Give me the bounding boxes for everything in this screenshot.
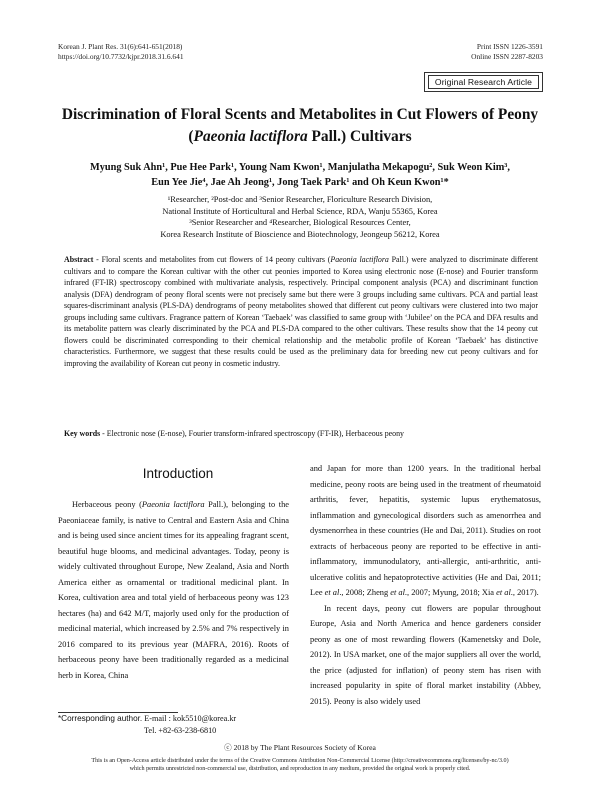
title-suffix: Pall.) Cultivars (307, 128, 412, 145)
affiliation-line-2: National Institute of Horticultural and Herbal Science, RDA, Wanju 55365, Korea (162, 206, 438, 216)
affiliation-line-4: Korea Research Institute of Bioscience and Biotechnology, Jeongeup 56212, Korea (160, 229, 440, 239)
journal-header (58, 42, 184, 62)
abstract (64, 254, 538, 369)
corr-tel: Tel. +82-63-238-6810 (144, 725, 217, 735)
license-notice (40, 757, 560, 773)
keywords-label: Key words (64, 429, 101, 438)
issn-header (471, 42, 543, 62)
title-paren: ( (188, 128, 194, 145)
intro-r1-text-c: ., 2007; Myung, 2018; Xia (404, 588, 497, 597)
intro-paragraph-2: In recent days, peony cut flowers are popular throughout Europe, Asia and North America and hence gardeners consider peony as one of most rewarding flowers (Kamenetsky and Dole, 2012). In USA market, one of the major suppliers all over the world, the price (adjusted for inflation) of peony stem has risen with increased popularity in spite of floral market instability (Abbey, 2015). Peony is also widely used (310, 603, 541, 706)
intro-r1-etal-3: et al (496, 588, 511, 597)
intro-r1-text-a: and Japan for more than 1200 years. In the traditional herbal medicine, peony roots are being used in the treatment of rheumatoid arthritis, fever, hepatitis, systemic lupus erythematosus, inflammation and gynecological disorders such as amenorrhea and dysmenorrhea in these countries (He and Dai, 2011). Studies on root extracts of herbaceous peony are reported to be effective in anti-inflammatory, immunodulatory, anti-allergic, anti-arthritic, anti-ulcerative colitis and hepatoprotective activities (He and Dai, 2011; Lee (310, 464, 541, 597)
license-line-1: This is an Open-Access article distributed under the terms of the Creative Commons Attribution Non-Commercial License (http://creativecommons.org/licenses/by-nc/3.0) (91, 758, 509, 764)
title-line-1: Discrimination of Floral Scents and Metabolites in Cut Flowers of Peony (61, 106, 539, 123)
paper-title (40, 104, 560, 148)
intro-r1-text-d: ., 2017). (510, 588, 539, 597)
affiliation-line-1: ¹Researcher, ²Post-doc and ³Senior Researcher, Floriculture Research Division, (167, 195, 433, 204)
abstract-label: Abstract (64, 255, 94, 264)
journal-citation: Korean J. Plant Res. 31(6):641-651(2018) (58, 42, 183, 51)
abstract-species: Paeonia lactiflora (330, 255, 389, 264)
intro-r1-text-b: ., 2008; Zheng (339, 588, 391, 597)
abstract-text-2: Pall.) were analyzed to discriminate different cultivars and to compare the Korean cultivar with the other cut peonies imported to Korea using electronic nose (E-nose) and Fourier transform infrared (FT-IR) spectroscopy combined with multivariate analysis, respectively. Principal component analysis (PCA) and discriminant function analysis (DFA) dendrogram of peony floral scents were not precisely same but there were 3 groups including same cultivars. PCA and partial least squares-discriminant analysis (PLS-DA) dendrograms of peony metabolites showed that different cut peony cultivars were clustered into two major groups including same cultivars. Fragrance pattern of Korean ‘Taebaek’ was classified to same group with ‘Jubilee’ on the PCA and DFA results and its metabolite pattern was clearly discriminated by the PCA and PLS-DA compared to the other cultivars. These results show that the 14 peony cut flowers could be discriminated corresponding to their chemical relationship and the metabolic profile of Korean ‘Taebaek’ has distinctive characteristics. Furthermore, we suggest that these results could be used as the preliminary data for breeding new cut peony cultivars and for improving the availability of Korean cut peony in cosmetic industry. (64, 255, 539, 368)
title-line-2 (40, 126, 560, 148)
copyright-notice: ⓒ 2018 by The Plant Resources Society of Korea (224, 743, 376, 752)
intro-r1-etal-2: et al (390, 588, 405, 597)
intro-p1-text-b: Pall.), belonging to the Paeoniaceae family, is native to Central and Eastern Asia and China and is being used since ancient times for its appealing fragrant scent, beautiful huge blooms, and medicinal advantages. Today, peony is widely cultivated throughout Europe, New Zealand, Asia and North America either as ornamental or traditional medicinal plant. In Korea, cultivation area and total yield of herbaceous peony was 123 hectares (ha) and 642 M/T, majorly used only for the production of medicinal material, which increased by 2.5% and 7% respectively in 2016 compared to its previous year (MAFRA, 2016). Roots of herbaceous peony have been traditionally regarded as a medicinal herb in Korea, China (58, 500, 289, 680)
license-line-2: which permits unrestricted non-commercial use, distribution, and reproduction in any medium, provided the original work is properly cited. (129, 766, 471, 772)
title-species: Paeonia lactiflora (193, 128, 308, 145)
affiliations (60, 194, 540, 240)
corr-label: *Corresponding author. (58, 714, 143, 723)
corresponding-author (58, 713, 236, 736)
intro-paragraph-1 (58, 497, 289, 683)
print-issn: Print ISSN 1226-3591 (476, 42, 543, 51)
intro-p1-text-a: Herbaceous peony ( (72, 500, 142, 509)
authors-line-2: Eun Yee Jie⁴, Jae Ah Jeong¹, Jong Taek Park¹ and Oh Keun Kwon¹* (151, 177, 449, 188)
intro-p1-species: Paeonia lactiflora (141, 500, 205, 509)
intro-column-left (58, 497, 289, 683)
corr-email-line (58, 713, 236, 725)
authors-line-1: Myung Suk Ahn¹, Pue Hee Park¹, Young Nam Kwon¹, Manjulatha Mekapogu², Suk Weon Kim³, (90, 162, 510, 173)
intro-r1-etal-1: et al (324, 588, 340, 597)
article-type-badge (424, 72, 543, 92)
abstract-text-1: - Floral scents and metabolites from cut flowers of 14 peony cultivars ( (93, 255, 331, 264)
doi-link[interactable]: https://doi.org/10.7732/kjpr.2018.31.6.641 (58, 52, 184, 61)
affiliation-line-3: ³Senior Researcher and ⁴Researcher, Biological Resources Center, (189, 218, 411, 228)
intro-column-right (310, 461, 541, 709)
intro-paragraph-1-cont (310, 461, 541, 601)
keywords (64, 428, 538, 439)
author-list (50, 160, 550, 190)
corr-email[interactable]: E-mail : kok5510@korea.kr (142, 714, 237, 723)
introduction-heading: Introduction (142, 466, 214, 481)
online-issn: Online ISSN 2287-8203 (471, 52, 543, 61)
keywords-text: - Electronic nose (E-nose), Fourier transform-infrared spectroscopy (FT-IR), Herbaceous peony (100, 429, 405, 438)
article-type-label: Original Research Article (428, 75, 539, 89)
